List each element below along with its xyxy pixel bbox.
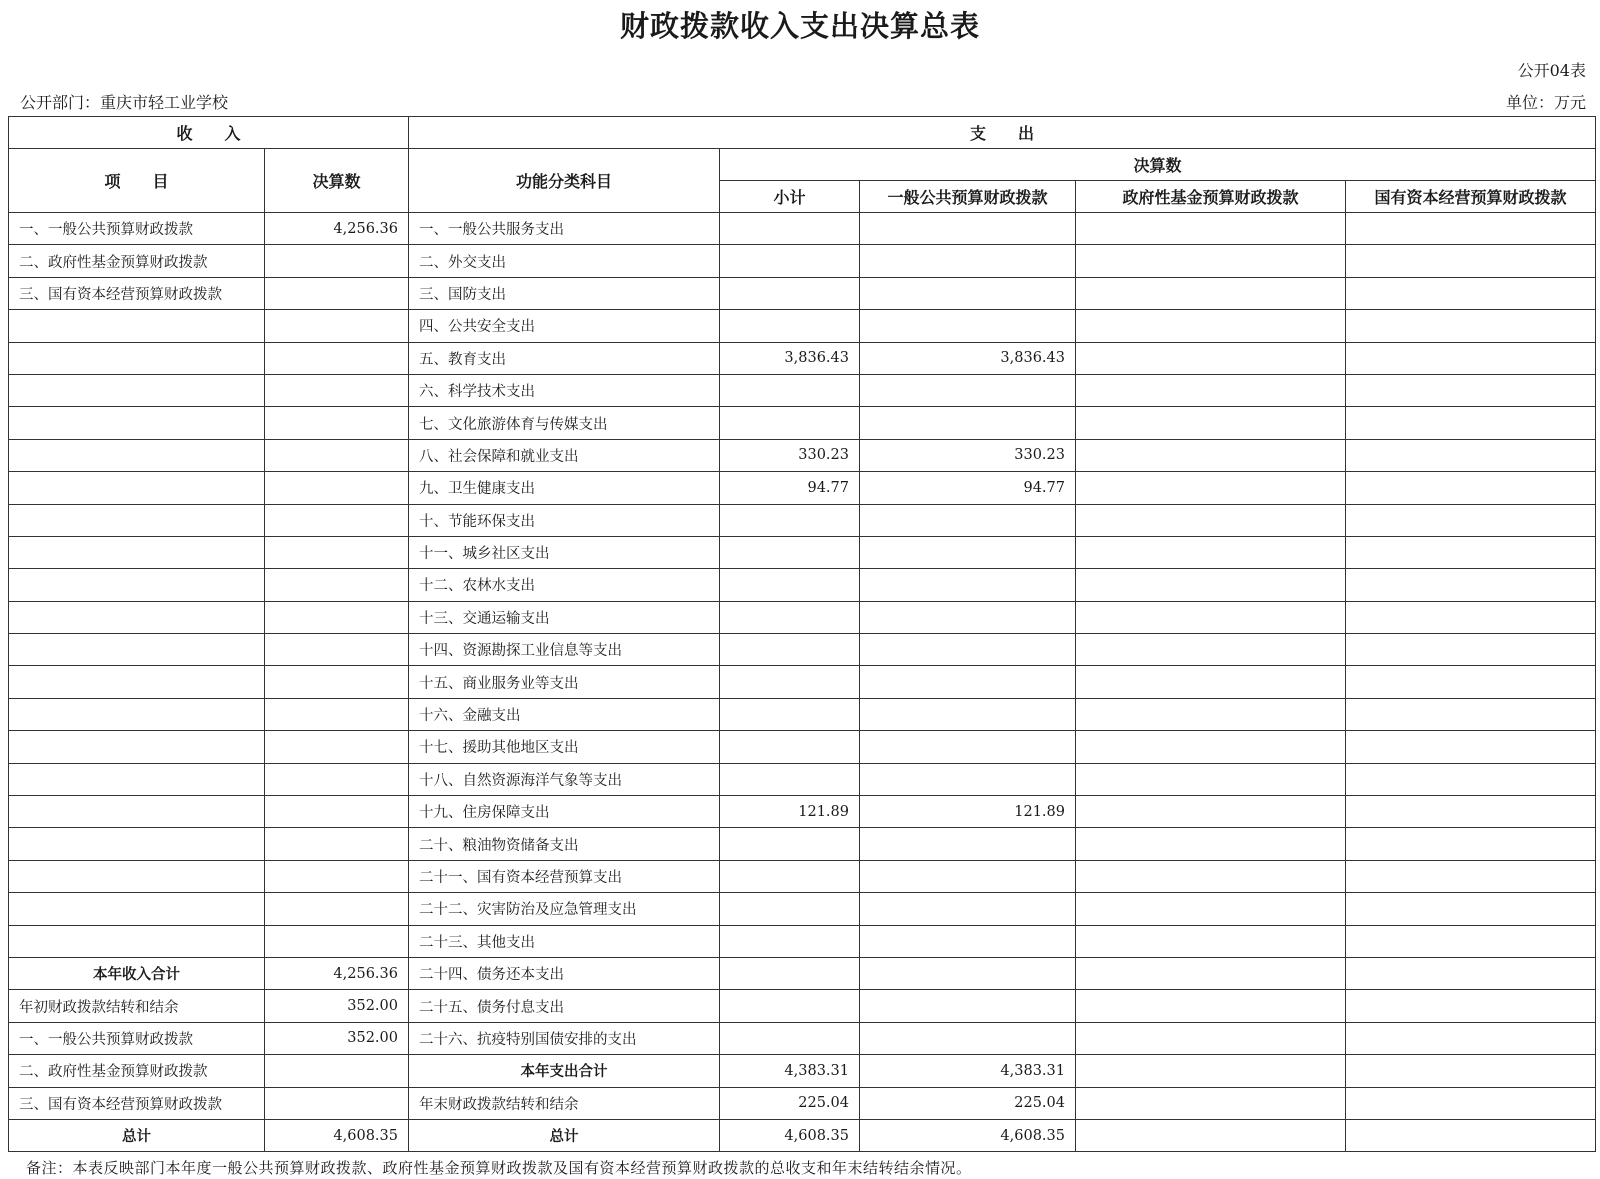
gov-fund-cell — [1076, 796, 1346, 828]
state-capital-cell — [1346, 925, 1596, 957]
subtotal-cell — [720, 925, 860, 957]
state-capital-cell — [1346, 1087, 1596, 1119]
income-item-cell — [9, 374, 265, 406]
income-item-cell — [9, 601, 265, 633]
state-capital-cell — [1346, 957, 1596, 989]
state-capital-cell — [1346, 1022, 1596, 1054]
subtotal-cell — [720, 213, 860, 245]
state-capital-cell — [1346, 731, 1596, 763]
income-amount-cell — [265, 342, 409, 374]
state-capital-cell — [1346, 472, 1596, 504]
subtotal-header: 小计 — [720, 181, 860, 213]
gov-fund-cell — [1076, 277, 1346, 309]
expense-item-cell: 七、文化旅游体育与传媒支出 — [409, 407, 720, 439]
table-row — [9, 472, 1596, 504]
table-row — [9, 536, 1596, 568]
expense-item-cell: 十四、资源勘探工业信息等支出 — [409, 634, 720, 666]
income-amount-cell: 4,608.35 — [265, 1119, 409, 1151]
income-amount-cell — [265, 569, 409, 601]
general-budget-cell — [860, 569, 1076, 601]
general-budget-cell — [860, 925, 1076, 957]
general-budget-cell — [860, 763, 1076, 795]
expense-item-cell: 总计 — [409, 1119, 720, 1151]
income-item-cell — [9, 763, 265, 795]
expense-item-cell: 九、卫生健康支出 — [409, 472, 720, 504]
table-row — [9, 1022, 1596, 1054]
general-budget-cell — [860, 666, 1076, 698]
income-amount-cell: 4,256.36 — [265, 213, 409, 245]
state-capital-cell — [1346, 536, 1596, 568]
table-row — [9, 828, 1596, 860]
subtotal-cell: 4,608.35 — [720, 1119, 860, 1151]
expense-item-cell: 二十三、其他支出 — [409, 925, 720, 957]
general-budget-cell: 330.23 — [860, 439, 1076, 471]
expense-item-cell: 十九、住房保障支出 — [409, 796, 720, 828]
gov-fund-cell — [1076, 1119, 1346, 1151]
income-item-cell: 二、政府性基金预算财政拨款 — [9, 245, 265, 277]
gov-fund-cell — [1076, 925, 1346, 957]
table-row — [9, 731, 1596, 763]
table-body — [9, 213, 1596, 1152]
income-item-cell — [9, 828, 265, 860]
state-capital-cell — [1346, 213, 1596, 245]
income-amount-cell — [265, 925, 409, 957]
table-row — [9, 763, 1596, 795]
expense-item-cell: 二十、粮油物资储备支出 — [409, 828, 720, 860]
gov-fund-cell — [1076, 731, 1346, 763]
income-amount-cell — [265, 828, 409, 860]
income-item-cell — [9, 472, 265, 504]
general-budget-header: 一般公共预算财政拨款 — [860, 181, 1076, 213]
gov-fund-cell — [1076, 1055, 1346, 1087]
expense-item-cell: 二、外交支出 — [409, 245, 720, 277]
subtotal-cell — [720, 860, 860, 892]
general-budget-cell — [860, 828, 1076, 860]
subtotal-cell: 3,836.43 — [720, 342, 860, 374]
state-capital-cell — [1346, 666, 1596, 698]
income-item-cell: 年初财政拨款结转和结余 — [9, 990, 265, 1022]
subtotal-cell — [720, 990, 860, 1022]
income-item-cell — [9, 796, 265, 828]
general-budget-cell — [860, 536, 1076, 568]
income-amount-cell: 352.00 — [265, 990, 409, 1022]
income-amount-cell — [265, 407, 409, 439]
gov-fund-cell — [1076, 342, 1346, 374]
income-item-cell — [9, 893, 265, 925]
expense-item-cell: 三、国防支出 — [409, 277, 720, 309]
expense-item-cell: 十二、农林水支出 — [409, 569, 720, 601]
income-amount-cell: 4,256.36 — [265, 957, 409, 989]
income-item-cell — [9, 342, 265, 374]
general-budget-cell — [860, 245, 1076, 277]
subtotal-cell: 225.04 — [720, 1087, 860, 1119]
gov-fund-cell — [1076, 407, 1346, 439]
expense-item-cell: 二十二、灾害防治及应急管理支出 — [409, 893, 720, 925]
state-capital-cell — [1346, 990, 1596, 1022]
amount-header: 决算数 — [265, 149, 409, 213]
income-item-cell — [9, 536, 265, 568]
table-row — [9, 893, 1596, 925]
general-budget-cell — [860, 407, 1076, 439]
expense-header: 支 出 — [409, 117, 1596, 149]
income-item-cell: 一、一般公共预算财政拨款 — [9, 1022, 265, 1054]
income-amount-cell — [265, 796, 409, 828]
income-item-cell: 一、一般公共预算财政拨款 — [9, 213, 265, 245]
expense-item-cell: 六、科学技术支出 — [409, 374, 720, 406]
state-capital-cell — [1346, 342, 1596, 374]
expense-item-cell: 二十六、抗疫特别国债安排的支出 — [409, 1022, 720, 1054]
state-capital-cell — [1346, 893, 1596, 925]
table-row — [9, 925, 1596, 957]
gov-fund-cell — [1076, 666, 1346, 698]
subtotal-cell — [720, 245, 860, 277]
income-amount-cell — [265, 504, 409, 536]
income-item-cell — [9, 310, 265, 342]
income-item-cell — [9, 925, 265, 957]
table-code: 公开04表 — [1517, 61, 1586, 80]
income-amount-cell — [265, 698, 409, 730]
state-capital-cell — [1346, 601, 1596, 633]
state-capital-cell — [1346, 310, 1596, 342]
gov-fund-cell — [1076, 245, 1346, 277]
budget-table — [8, 116, 1596, 1152]
gov-fund-cell — [1076, 472, 1346, 504]
income-amount-cell — [265, 439, 409, 471]
table-row — [9, 1055, 1596, 1087]
state-capital-cell — [1346, 634, 1596, 666]
income-item-cell: 总计 — [9, 1119, 265, 1151]
state-capital-cell — [1346, 796, 1596, 828]
state-capital-cell — [1346, 439, 1596, 471]
table-row — [9, 374, 1596, 406]
subtotal-cell — [720, 277, 860, 309]
state-capital-cell — [1346, 407, 1596, 439]
expense-item-cell: 十八、自然资源海洋气象等支出 — [409, 763, 720, 795]
income-amount-cell — [265, 860, 409, 892]
table-row — [9, 860, 1596, 892]
general-budget-cell — [860, 504, 1076, 536]
subtotal-cell — [720, 698, 860, 730]
state-capital-cell — [1346, 828, 1596, 860]
expense-item-cell: 八、社会保障和就业支出 — [409, 439, 720, 471]
income-item-cell — [9, 569, 265, 601]
general-budget-cell — [860, 310, 1076, 342]
gov-fund-cell — [1076, 439, 1346, 471]
gov-fund-cell — [1076, 1022, 1346, 1054]
gov-fund-cell — [1076, 536, 1346, 568]
table-row — [9, 213, 1596, 245]
income-item-cell: 本年收入合计 — [9, 957, 265, 989]
table-row — [9, 796, 1596, 828]
general-budget-cell: 4,383.31 — [860, 1055, 1076, 1087]
footnote: 备注：本表反映部门本年度一般公共预算财政拨款、政府性基金预算财政拨款及国有资本经营预算财政拨款的总收支和年末结转结余情况。 — [26, 1159, 972, 1177]
table-row — [9, 569, 1596, 601]
state-capital-cell — [1346, 698, 1596, 730]
state-capital-cell — [1346, 569, 1596, 601]
income-header: 收 入 — [9, 117, 409, 149]
state-capital-cell — [1346, 860, 1596, 892]
income-amount-cell — [265, 763, 409, 795]
general-budget-cell — [860, 731, 1076, 763]
income-amount-cell — [265, 1055, 409, 1087]
income-amount-cell — [265, 634, 409, 666]
gov-fund-cell — [1076, 860, 1346, 892]
gov-fund-cell — [1076, 374, 1346, 406]
subtotal-cell — [720, 957, 860, 989]
gov-fund-cell — [1076, 504, 1346, 536]
table-row — [9, 634, 1596, 666]
table-row — [9, 1119, 1596, 1151]
state-capital-cell — [1346, 763, 1596, 795]
subtotal-cell: 121.89 — [720, 796, 860, 828]
expense-item-cell: 年末财政拨款结转和结余 — [409, 1087, 720, 1119]
gov-fund-cell — [1076, 1087, 1346, 1119]
gov-fund-cell — [1076, 213, 1346, 245]
gov-fund-cell — [1076, 569, 1346, 601]
subtotal-cell — [720, 763, 860, 795]
subtotal-cell — [720, 731, 860, 763]
income-item-cell — [9, 634, 265, 666]
gov-fund-cell — [1076, 957, 1346, 989]
subtotal-cell — [720, 893, 860, 925]
expense-item-cell: 五、教育支出 — [409, 342, 720, 374]
unit-label: 单位：万元 — [1505, 93, 1586, 112]
table-row — [9, 666, 1596, 698]
general-budget-cell — [860, 1022, 1076, 1054]
income-item-cell: 三、国有资本经营预算财政拨款 — [9, 277, 265, 309]
expense-item-cell: 十六、金融支出 — [409, 698, 720, 730]
state-capital-header: 国有资本经营预算财政拨款 — [1346, 181, 1596, 213]
general-budget-cell — [860, 957, 1076, 989]
subtotal-cell — [720, 1022, 860, 1054]
expense-item-cell: 二十四、债务还本支出 — [409, 957, 720, 989]
table-row — [9, 245, 1596, 277]
general-budget-cell — [860, 893, 1076, 925]
general-budget-cell — [860, 634, 1076, 666]
income-amount-cell — [265, 536, 409, 568]
income-item-cell — [9, 860, 265, 892]
general-budget-cell: 94.77 — [860, 472, 1076, 504]
table-row — [9, 277, 1596, 309]
income-amount-cell — [265, 374, 409, 406]
income-amount-cell — [265, 277, 409, 309]
state-capital-cell — [1346, 245, 1596, 277]
func-subject-header: 功能分类科目 — [409, 149, 720, 213]
expense-item-cell: 十五、商业服务业等支出 — [409, 666, 720, 698]
table-row — [9, 407, 1596, 439]
expense-item-cell: 十七、援助其他地区支出 — [409, 731, 720, 763]
item-header: 项 目 — [9, 149, 265, 213]
gov-fund-cell — [1076, 698, 1346, 730]
table-row — [9, 601, 1596, 633]
table-row — [9, 698, 1596, 730]
table-row — [9, 342, 1596, 374]
subtotal-cell — [720, 504, 860, 536]
state-capital-cell — [1346, 1119, 1596, 1151]
income-item-cell — [9, 407, 265, 439]
subtotal-cell — [720, 634, 860, 666]
subtotal-cell — [720, 601, 860, 633]
final-amount-header: 决算数 — [720, 149, 1596, 181]
income-amount-cell — [265, 601, 409, 633]
general-budget-cell — [860, 698, 1076, 730]
subtotal-cell — [720, 569, 860, 601]
subtotal-cell: 94.77 — [720, 472, 860, 504]
general-budget-cell: 225.04 — [860, 1087, 1076, 1119]
income-amount-cell — [265, 1087, 409, 1119]
income-item-cell — [9, 731, 265, 763]
income-amount-cell — [265, 666, 409, 698]
gov-fund-cell — [1076, 601, 1346, 633]
expense-item-cell: 一、一般公共服务支出 — [409, 213, 720, 245]
department-label: 公开部门：重庆市轻工业学校 — [20, 93, 229, 112]
income-amount-cell — [265, 310, 409, 342]
subtotal-cell — [720, 536, 860, 568]
table-row — [9, 957, 1596, 989]
expense-item-cell: 十三、交通运输支出 — [409, 601, 720, 633]
income-amount-cell — [265, 731, 409, 763]
table-row — [9, 1087, 1596, 1119]
gov-fund-cell — [1076, 634, 1346, 666]
subtotal-cell — [720, 666, 860, 698]
income-amount-cell — [265, 245, 409, 277]
page-title: 财政拨款收入支出决算总表 — [619, 9, 980, 43]
expense-item-cell: 十、节能环保支出 — [409, 504, 720, 536]
general-budget-cell — [860, 990, 1076, 1022]
gov-fund-cell — [1076, 310, 1346, 342]
general-budget-cell: 121.89 — [860, 796, 1076, 828]
subtotal-cell: 4,383.31 — [720, 1055, 860, 1087]
income-item-cell — [9, 698, 265, 730]
state-capital-cell — [1346, 277, 1596, 309]
table-row — [9, 439, 1596, 471]
income-amount-cell — [265, 893, 409, 925]
state-capital-cell — [1346, 1055, 1596, 1087]
income-item-cell — [9, 439, 265, 471]
expense-item-cell: 二十五、债务付息支出 — [409, 990, 720, 1022]
income-item-cell: 二、政府性基金预算财政拨款 — [9, 1055, 265, 1087]
expense-item-cell: 四、公共安全支出 — [409, 310, 720, 342]
state-capital-cell — [1346, 504, 1596, 536]
gov-fund-cell — [1076, 990, 1346, 1022]
state-capital-cell — [1346, 374, 1596, 406]
income-item-cell — [9, 504, 265, 536]
table-row — [9, 310, 1596, 342]
subtotal-cell — [720, 374, 860, 406]
income-item-cell — [9, 666, 265, 698]
general-budget-cell: 3,836.43 — [860, 342, 1076, 374]
gov-fund-cell — [1076, 763, 1346, 795]
general-budget-cell — [860, 213, 1076, 245]
table-row — [9, 504, 1596, 536]
income-item-cell: 三、国有资本经营预算财政拨款 — [9, 1087, 265, 1119]
general-budget-cell — [860, 374, 1076, 406]
gov-fund-cell — [1076, 828, 1346, 860]
expense-item-cell: 十一、城乡社区支出 — [409, 536, 720, 568]
income-amount-cell: 352.00 — [265, 1022, 409, 1054]
gov-fund-cell — [1076, 893, 1346, 925]
general-budget-cell — [860, 601, 1076, 633]
subtotal-cell — [720, 828, 860, 860]
income-amount-cell — [265, 472, 409, 504]
subtotal-cell — [720, 407, 860, 439]
subtotal-cell — [720, 310, 860, 342]
general-budget-cell — [860, 860, 1076, 892]
subtotal-cell: 330.23 — [720, 439, 860, 471]
gov-fund-header: 政府性基金预算财政拨款 — [1076, 181, 1346, 213]
general-budget-cell — [860, 277, 1076, 309]
expense-item-cell: 二十一、国有资本经营预算支出 — [409, 860, 720, 892]
general-budget-cell: 4,608.35 — [860, 1119, 1076, 1151]
expense-item-cell: 本年支出合计 — [409, 1055, 720, 1087]
table-row — [9, 990, 1596, 1022]
